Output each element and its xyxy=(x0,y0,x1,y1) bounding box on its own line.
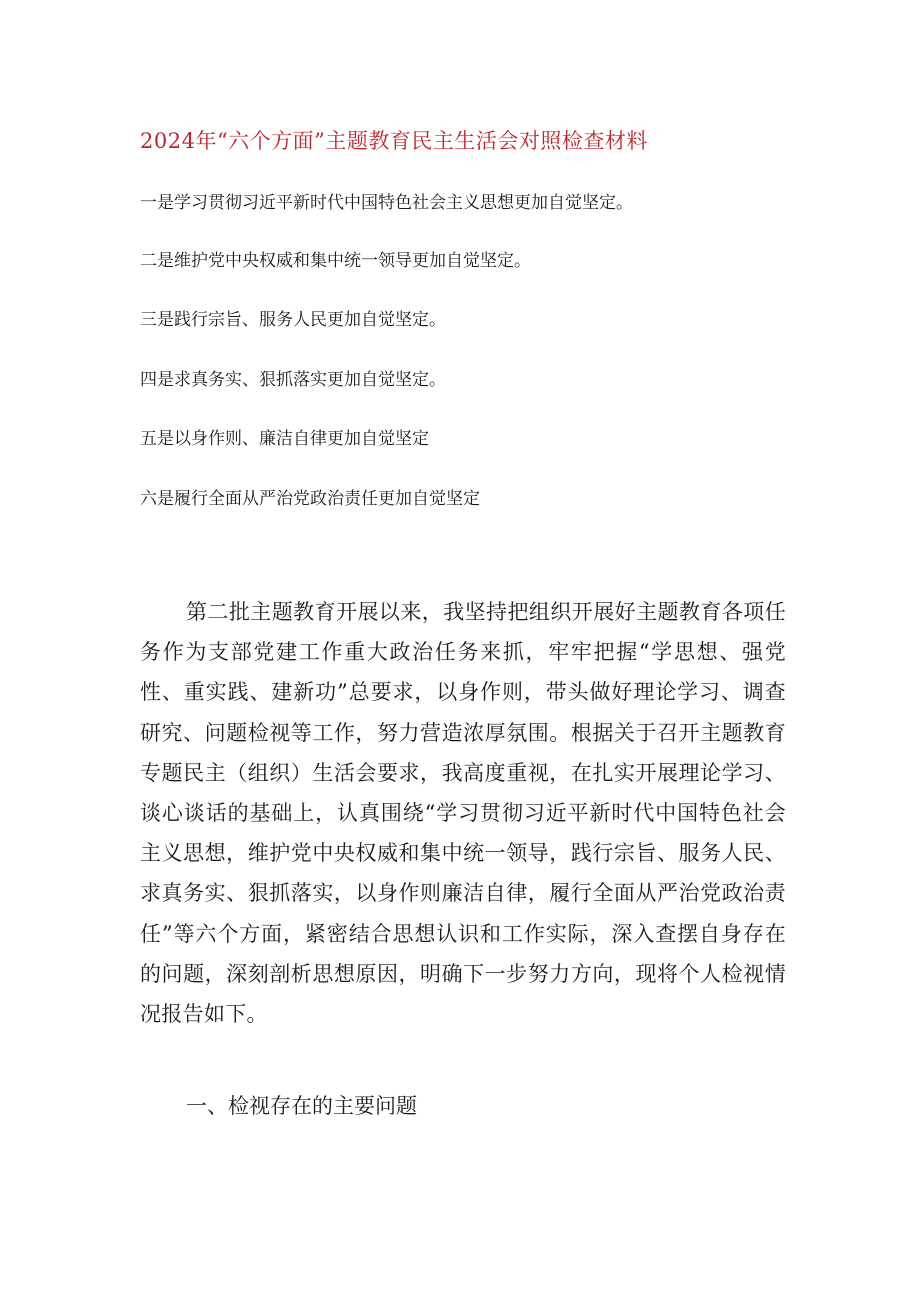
aspect-item-1: 一是学习贯彻习近平新时代中国特色社会主义思想更加自觉坚定。 xyxy=(140,193,633,213)
aspect-item-6: 六是履行全面从严治党政治责任更加自觉坚定 xyxy=(140,489,480,509)
aspect-item-5: 五是以身作则、廉洁自律更加自觉坚定 xyxy=(140,429,429,449)
aspect-item-2: 二是维护党中央权威和集中统一领导更加自觉坚定。 xyxy=(140,251,531,271)
aspect-item-3: 三是践行宗旨、服务人民更加自觉坚定。 xyxy=(140,310,446,330)
section-heading: 一、检视存在的主要问题 xyxy=(186,1094,417,1118)
aspect-item-4: 四是求真务实、狠抓落实更加自觉坚定。 xyxy=(140,370,446,390)
document-title: 2024年“六个方面”主题教育民主生活会对照检查材料 xyxy=(140,129,648,153)
intro-paragraph: 第二批主题教育开展以来，我坚持把组织开展好主题教育各项任务作为支部党建工作重大政治任务来抓，牢牢把握“学思想、强党性、重实践、建新功”总要求，以身作则，带头做好理论学习、调查研究、问题检视等工作，努力营造浓厚氛围。根据关于召开主题教育专题民主（组织）生活会要求，我高度重视，在扎实开展理论学习、谈心谈话的基础上，认真围绕“学习贯彻习近平新时代中国特色社会主义思想，维护党中央权威和集中统一领导，践行宗旨、服务人民、求真务实、狠抓落实，以身作则廉洁自律，履行全面从严治党政治责任”等六个方面，紧密结合思想认识和工作实际，深入查摆自身存在的问题，深刻剖析思想原因，明确下一步努力方向，现将个人检视情况报告如下。 xyxy=(140,600,786,1027)
